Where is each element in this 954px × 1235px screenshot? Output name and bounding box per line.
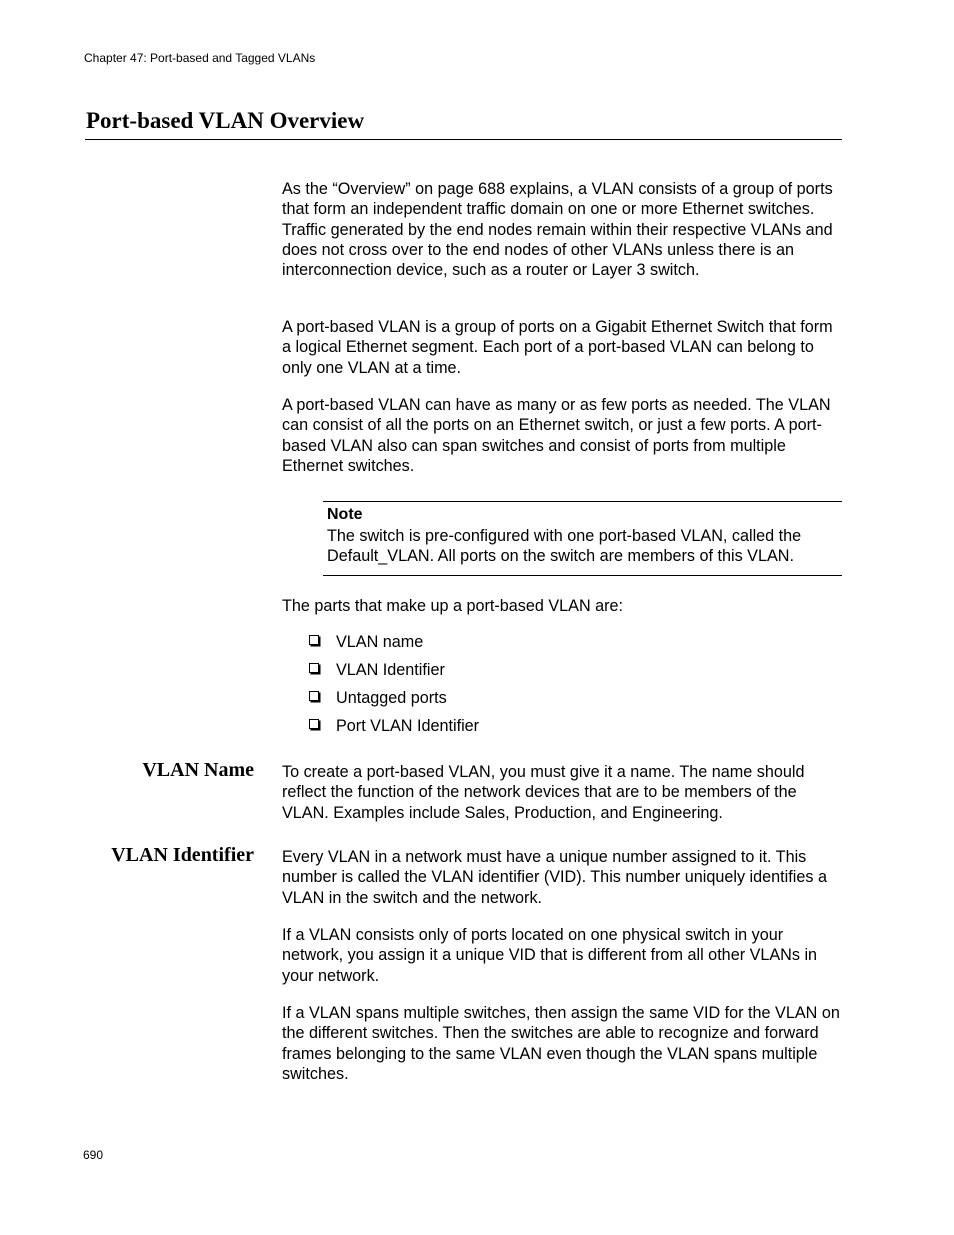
list-item <box>309 688 447 708</box>
vlan-identifier-heading: VLAN Identifier <box>111 844 254 866</box>
list-item-label: Untagged ports <box>336 689 447 707</box>
vlan-name-heading: VLAN Name <box>142 759 254 781</box>
title-rule <box>85 139 842 140</box>
section-title: Port-based VLAN Overview <box>86 108 365 133</box>
checkbox-bullet-icon <box>309 663 319 673</box>
paragraph-text: If a VLAN consists only of ports located on one physical switch in your network, you assign it a unique VID that is different from all other VLANs in your network. <box>282 926 818 985</box>
list-item-label: VLAN name <box>336 633 424 651</box>
checkbox-bullet-icon <box>309 635 319 645</box>
list-item-label: Port VLAN Identifier <box>336 717 480 735</box>
checkbox-bullet-icon <box>309 719 319 729</box>
intro-paragraph-3 <box>282 395 842 476</box>
paragraph-text: If a VLAN spans multiple switches, then assign the same VID for the VLAN on the different switches. Then the switches are able to recognize and forward frames belonging to the same VLAN even though the VLAN spans multiple switches. <box>282 1004 840 1083</box>
running-header: Chapter 47: Port-based and Tagged VLANs <box>84 51 316 65</box>
paragraph-text: A port-based VLAN can have as many or as few ports as needed. The VLAN can consist of all the ports on an Ethernet switch, or just a few ports. A port-based VLAN also can span switches and consist of ports from multiple Ethernet switches. <box>282 396 831 475</box>
vlan-name-paragraph <box>282 762 842 823</box>
paragraph-text: To create a port-based VLAN, you must give it a name. The name should reflect the function of the network devices that are to be members of the VLAN. Examples include Sales, Production, and Engineering. <box>282 763 805 822</box>
intro-paragraph-1 <box>282 179 842 280</box>
note-heading: Note <box>327 506 363 523</box>
list-item-label: VLAN Identifier <box>336 661 445 679</box>
note-box <box>323 501 842 576</box>
vlan-identifier-paragraph-2 <box>282 925 842 986</box>
parts-intro <box>282 596 842 616</box>
checkbox-bullet-icon <box>309 691 319 701</box>
paragraph-text: As the “Overview” on page 688 explains, a VLAN consists of a group of ports that form an independent traffic domain on one or more Ethernet switches. Traffic generated by the end nodes remain within their respective VLANs and does not cross over to the end nodes of other VLANs unless there is an interconnection device, such as a router or Layer 3 switch. <box>282 180 833 280</box>
paragraph-text: The parts that make up a port-based VLAN are: <box>282 597 624 615</box>
list-item <box>309 660 445 680</box>
vlan-identifier-paragraph-1 <box>282 847 842 908</box>
note-text: The switch is pre-configured with one port-based VLAN, called the Default_VLAN. All ports on the switch are members of this VLAN. <box>327 527 802 566</box>
list-item <box>309 632 423 652</box>
page-number: 690 <box>83 1148 104 1162</box>
intro-paragraph-2 <box>282 317 842 378</box>
paragraph-text: Every VLAN in a network must have a unique number assigned to it. This number is called the VLAN identifier (VID). This number uniquely identifies a VLAN in the switch and the network. <box>282 848 827 907</box>
paragraph-text: A port-based VLAN is a group of ports on a Gigabit Ethernet Switch that form a logical Ethernet segment. Each port of a port-based VLAN can belong to only one VLAN at a time. <box>282 318 833 377</box>
list-item <box>309 716 479 736</box>
vlan-identifier-paragraph-3 <box>282 1003 842 1084</box>
